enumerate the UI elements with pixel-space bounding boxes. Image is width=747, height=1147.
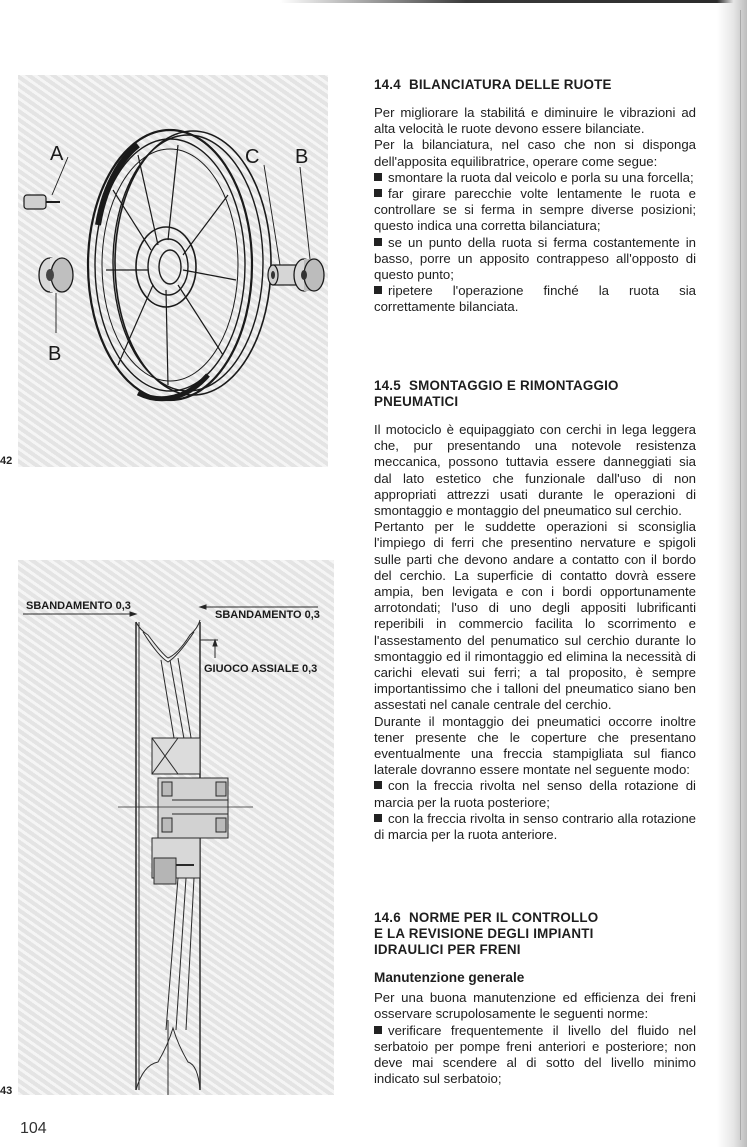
wheel-section-drawing [18,560,334,1095]
bullet-square-icon [374,238,382,246]
bullet-text: con la freccia rivolta in senso contrario alla rotazione di marcia per la ruota anteriore. [374,810,696,843]
bullet-text: smontare la ruota dal veicolo e porla su una forcella; [388,169,694,185]
label-c: C [245,146,260,168]
bullet-text: ripetere l'operazione finché la ruota sia correttamente bilanciata. [374,283,696,315]
bullet-item [374,811,696,843]
bullet-item [374,186,696,235]
paragraph: Pertanto per le suddette operazioni si sconsiglia l'impiego di ferri che presentino nervature e spigoli sulle parti che devono andare a contatto con il bordo del cerchio. La superficie di contatto dovrà essere ampia, ben levigata e con i bordi opportunamente arrotondati; l'uso di uno degli appositi lubrificanti reperibili in commercio facilita lo scorrimento e l'assestamento del penumatico sul cerchio durante lo smontaggio ed il rimontaggio ed elimina la necessità di carichi elevati sui ferri; a tal proposito, è sempre importantissimo che i talloni del pneumatico siano ben assestati nel canale centrale del cerchio. [374,519,696,713]
bullet-square-icon [374,1026,382,1034]
section-number: 14.6 [374,910,401,925]
subheading: Manutenzione generale [374,970,525,985]
section-title-line2: E LA REVISIONE DEGLI IMPIANTI [374,926,594,941]
section-title: BILANCIATURA DELLE RUOTE [409,77,612,92]
bullet-text: se un punto della ruota si ferma costantemente in basso, porre un apposito contrappeso all'opposto di questo punto; [374,234,696,283]
page-number: 104 [20,1120,47,1137]
paragraph: Durante il montaggio dei pneumatici occorre inoltre tener presente che le coperture che presentano eventualmente una freccia stampigliata sul fianco laterale dovranno essere montate nel seguente modo: [374,713,696,778]
section-heading [374,910,696,958]
bullet-text: con la freccia rivolta nel senso della rotazione di marcia per la ruota posteriore; [374,778,696,810]
label-axial-play: GIUOCO ASSIALE 0,3 [204,663,318,675]
bullet-square-icon [374,286,382,294]
section-title-line2: PNEUMATICI [374,394,459,409]
bullet-item [374,778,696,810]
bullet-item [374,1023,696,1088]
label-runout-right: SBANDAMENTO 0,3 [215,609,320,621]
paragraph: Per una buona manutenzione ed efficienza dei freni osservare scrupolosamente le seguenti norme: [374,990,696,1022]
paragraph: Il motociclo è equipaggiato con cerchi in lega leggera che, pur presentando una notevole resistenza meccanica, possono tuttavia essere danneggiati sia dal lato estetico che funzionale dall'uso di non appropriati attrezzi usati durante le operazioni di smontaggio e montaggio del pneumatico sul cerchio. [374,422,696,519]
wheel-exploded-drawing [18,75,328,467]
section-title: NORME PER IL CONTROLLO [409,910,599,925]
section-title-line3: IDRAULICI PER FRENI [374,942,521,957]
page-gutter-shadow [717,0,747,1147]
section-lines [23,605,318,1095]
bearing-right-part [294,167,324,291]
section-tyre-removal [374,378,696,843]
section-wheel-balancing [374,77,696,316]
figure-number: 43 [0,1085,13,1097]
bullet-item [374,170,696,186]
figure-wheel-section [18,560,334,1095]
bullet-square-icon [374,189,382,197]
bullet-item [374,283,696,315]
label-runout-left: SBANDAMENTO 0,3 [26,600,131,612]
bullet-square-icon [374,814,382,822]
bullet-text: far girare parecchie volte lentamente le ruota e controllare se si ferma in sempre diverse posizioni; questo indica una corretta bilanciatura; [374,186,696,234]
section-heading [374,77,696,93]
label-b-left: B [48,343,62,365]
bullet-square-icon [374,173,382,181]
section-heading [374,378,696,410]
figure-number: 42 [0,455,13,467]
gutter-line [740,10,741,1140]
bullet-square-icon [374,781,382,789]
section-brake-hydraulics [374,910,696,1087]
wheel-hub-mid [148,239,188,295]
paragraph: Per migliorare la stabilitá e diminuire le vibrazioni ad alta velocità le ruote devono essere bilanciate. [374,105,696,137]
bullet-text: verificare frequentemente il livello del fluido nel serbatoio per pompe freni anteriori e posteriore; non deve mai scendere al di sotto del livello minimo indicato sul serbatoio; [374,1022,696,1087]
section-number: 14.4 [374,77,401,92]
wheel-drawing [88,130,271,400]
wheel-rim-back [115,131,271,395]
figure-wheel-exploded [18,75,328,467]
section-title: SMONTAGGIO E RIMONTAGGIO [409,378,619,393]
bullet-item [374,235,696,284]
section-number: 14.5 [374,378,401,393]
label-b-right: B [295,146,309,168]
wheel-hub-bore [159,250,181,284]
scan-edge-line [280,0,747,3]
bearing-left-part [39,258,73,333]
label-a: A [50,143,64,165]
paragraph: Per la bilanciatura, nel caso che non si disponga dell'apposita equilibratrice, operare come segue: [374,137,696,169]
